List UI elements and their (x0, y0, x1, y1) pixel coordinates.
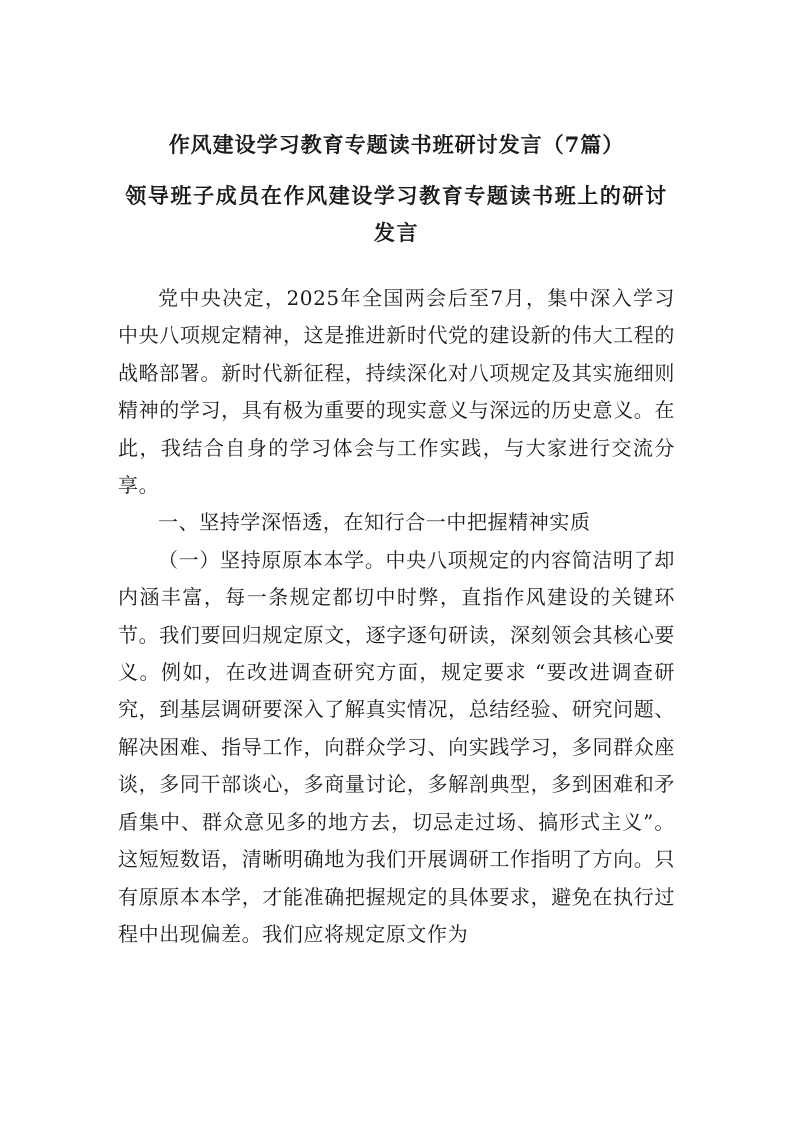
speech-title: 领导班子成员在作风建设学习教育专题读书班上的研讨发言 (125, 183, 668, 245)
body-paragraph-1-1: （一）坚持原原本本学。中央八项规定的内容简洁明了却内涵丰富，每一条规定都切中时弊，直指作风建设的关键环节。我们要回归规定原文，逐字逐句研读，深刻领会其核心要义。例如，在改进调查研究方面，规定要求 “要改进调查研究，到基层调研要深入了解真实情况，总结经验、研究问题、解决困难、指导工作，向群众学习、向实践学习，多同群众座谈，多同干部谈心，多商量讨论，多解剖典型，多到困难和矛盾集中、群众意见多的地方去，切忌走过场、搞形式主义”。这短短数语，清晰明确地为我们开展调研工作指明了方向。只有原原本本学，才能准确把握规定的具体要求，避免在执行过程中出现偏差。我们应将规定原文作为 (118, 547, 675, 946)
document-body (118, 280, 675, 953)
document-title: 作风建设学习教育专题读书班研讨发言（7篇） (168, 132, 625, 157)
body-paragraph-intro: 党中央决定，2025年全国两会后至7月，集中深入学习中央八项规定精神，这是推进新时代党的建设新的伟大工程的战略部署。新时代新征程，持续深化对八项规定及其实施细则精神的学习，具有极为重要的现实意义与深远的历史意义。在此，我结合自身的学习体会与工作实践，与大家进行交流分享。 (118, 286, 675, 498)
section-heading-1: 一、坚持学深悟透，在知行合一中把握精神实质 (158, 510, 591, 535)
